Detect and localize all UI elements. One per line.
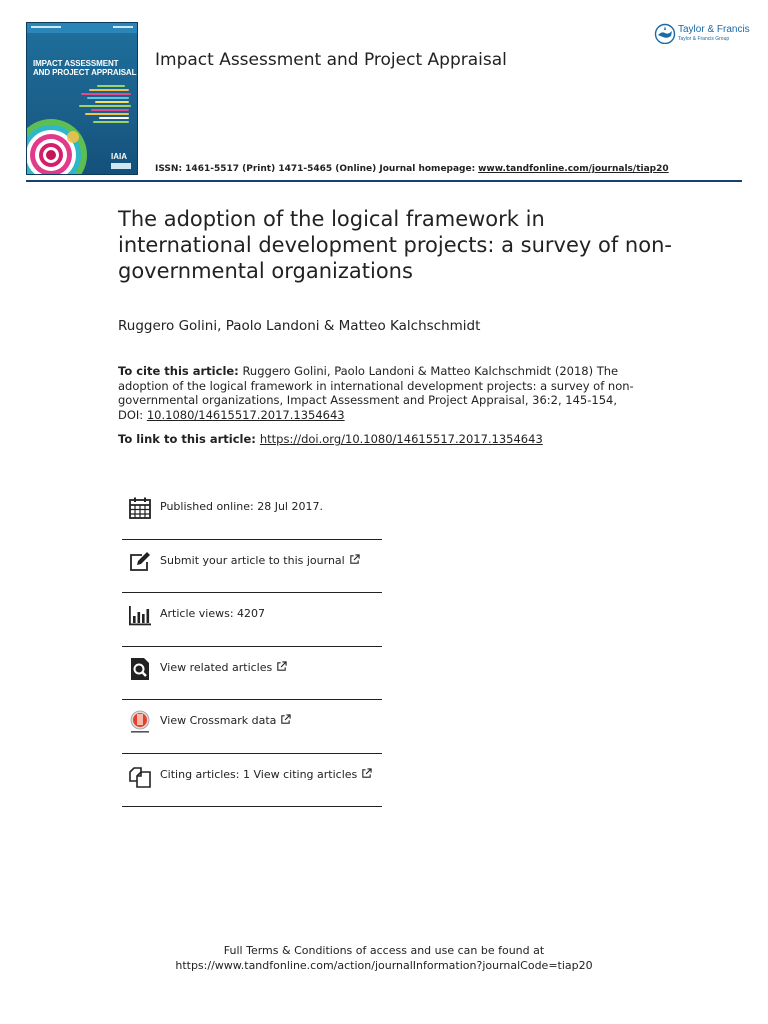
published-online-text: Published online: 28 Jul 2017. [160, 500, 323, 513]
article-info-list [122, 486, 382, 807]
footer-terms-text: Full Terms & Conditions of access and use can be found at [223, 944, 545, 957]
publisher-group: Taylor & Francis Group [678, 36, 730, 42]
info-row-views [122, 593, 382, 647]
link-label: To link to this article: [118, 432, 260, 446]
journal-title: Impact Assessment and Project Appraisal [155, 50, 507, 70]
view-related-articles-link[interactable]: View related articles [160, 661, 287, 674]
article-authors: Ruggero Golini, Paolo Landoni & Matteo Kalchschmidt [118, 318, 481, 334]
cite-text: Ruggero Golini, Paolo Landoni & Matteo Kalchschmidt (2018) The adoption of the logical framework in international development projects: a survey of non-governmental organizations, Impact Assessment and Project Appraisal, 36:2, 145-154, DOI: [118, 364, 634, 422]
external-link-icon [280, 714, 291, 725]
journal-cover-thumbnail [26, 22, 138, 175]
external-link-icon [276, 661, 287, 672]
calendar-icon [128, 496, 152, 520]
issn-line [155, 164, 669, 174]
publisher-name: Taylor & Francis [678, 24, 750, 35]
header-divider [26, 180, 742, 182]
link-to-article [118, 432, 543, 446]
search-document-icon [128, 657, 152, 681]
citing-articles-link[interactable]: Citing articles: 1 View citing articles [160, 768, 372, 781]
edit-icon [128, 550, 152, 574]
crossmark-icon [128, 710, 152, 734]
article-doi-link[interactable]: https://doi.org/10.1080/14615517.2017.1354643 [259, 432, 543, 446]
cite-doi-link[interactable]: 10.1080/14615517.2017.1354643 [146, 407, 345, 422]
cover-top-strip [27, 23, 137, 33]
article-views-text: Article views: 4207 [160, 607, 266, 620]
cover-circles-graphic [27, 111, 107, 175]
bar-chart-icon [128, 603, 152, 627]
citing-articles-icon [128, 764, 152, 788]
info-row-citing[interactable] [122, 754, 382, 808]
info-row-crossmark[interactable] [122, 700, 382, 754]
cite-label: To cite this article: [118, 364, 239, 378]
view-crossmark-link[interactable]: View Crossmark data [160, 714, 291, 727]
cover-title: IMPACT ASSESSMENT AND PROJECT APPRAISAL [33, 59, 137, 77]
article-title: The adoption of the logical framework in international development projects: a survey of non-governmental organizations [118, 207, 672, 283]
cover-publisher-logo: IAIA [111, 152, 127, 161]
issn-label: ISSN: 1461-5517 (Print) 1471-5465 (Online) Journal homepage: [155, 164, 476, 174]
submit-article-link[interactable]: Submit your article to this journal [160, 554, 360, 567]
info-row-submit[interactable] [122, 540, 382, 594]
info-row-related[interactable] [122, 647, 382, 701]
cover-logo-mark [111, 163, 131, 169]
citation-block [118, 364, 638, 422]
journal-homepage-link[interactable]: www.tandfonline.com/journals/tiap20 [478, 164, 669, 174]
info-row-published [122, 486, 382, 540]
external-link-icon [349, 554, 360, 565]
footer [0, 943, 768, 973]
external-link-icon [361, 768, 372, 779]
taylor-francis-logo-icon [654, 22, 676, 44]
footer-terms-link[interactable]: https://www.tandfonline.com/action/journalInformation?journalCode=tiap20 [175, 959, 593, 972]
